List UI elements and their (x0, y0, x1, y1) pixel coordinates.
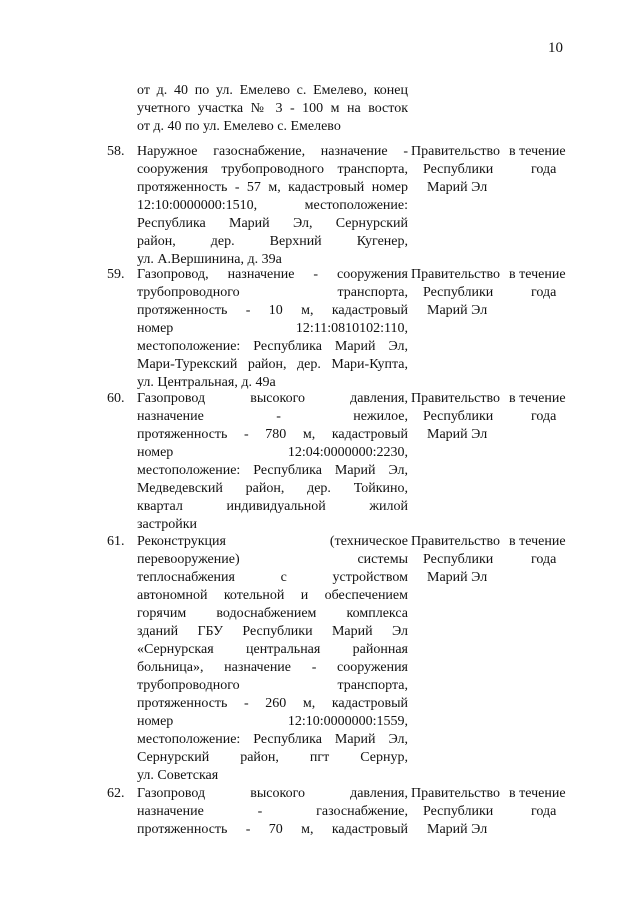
term-line: в течение (509, 391, 566, 406)
object-line: Газопровод, назначение - сооружения (137, 267, 408, 282)
object-line: Газопровод высокого давления, (137, 786, 408, 801)
object-line: перевооружение) системы (137, 552, 408, 567)
term-line: в течение (509, 534, 566, 549)
row-number: 61. (107, 534, 125, 549)
row-number: 58. (107, 144, 125, 159)
page-number: 10 (548, 40, 563, 56)
object-line: протяженность - 70 м, кадастровый (137, 822, 408, 837)
responsible-cell (411, 266, 511, 320)
object-description (137, 533, 408, 785)
object-line: «Сернурская центральная районная (137, 642, 408, 657)
object-line: район, дер. Верхний Кугенер, (137, 234, 408, 249)
responsible-line: Правительство (411, 144, 500, 159)
object-line: местоположение: Республика Марий Эл, (137, 339, 408, 354)
term-cell (509, 390, 575, 426)
row-number: 62. (107, 786, 125, 801)
term-line: в течение (509, 144, 566, 159)
responsible-line: Республики (423, 804, 494, 819)
responsible-line: Правительство (411, 786, 500, 801)
object-line: протяженность - 780 м, кадастровый (137, 427, 408, 442)
responsible-line: Марий Эл (427, 427, 488, 442)
row-number: 59. (107, 267, 125, 282)
responsible-line: Марий Эл (427, 570, 488, 585)
term-line: года (531, 285, 557, 300)
term-line: в течение (509, 267, 566, 282)
object-line: Мари-Турекский район, дер. Мари-Купта, (137, 357, 408, 372)
continuation-text (137, 82, 408, 136)
object-line: трубопроводного транспорта, (137, 678, 408, 693)
object-line: Сернурский район, пгт Сернур, (137, 750, 408, 765)
object-line: протяженность - 57 м, кадастровый номер (137, 180, 408, 195)
term-cell (509, 266, 575, 302)
object-line: протяженность - 10 м, кадастровый (137, 303, 408, 318)
responsible-cell (411, 785, 511, 839)
term-line: года (531, 409, 557, 424)
responsible-line: Республики (423, 162, 494, 177)
continuation-line: от д. 40 по ул. Емелево с. Емелево (137, 119, 341, 134)
responsible-line: Правительство (411, 391, 500, 406)
continuation-line: учетного участка № 3 - 100 м на восток (137, 101, 408, 116)
responsible-line: Республики (423, 552, 494, 567)
term-line: года (531, 804, 557, 819)
object-description (137, 266, 408, 392)
responsible-line: Марий Эл (427, 822, 488, 837)
object-line: трубопроводного транспорта, (137, 285, 408, 300)
responsible-cell (411, 390, 511, 444)
responsible-line: Республики (423, 409, 494, 424)
object-line: Наружное газоснабжение, назначение - (137, 144, 408, 159)
object-line: местоположение: Республика Марий Эл, (137, 732, 408, 747)
object-line: ул. Центральная, д. 49а (137, 375, 276, 390)
object-line: горячим водоснабжением комплекса (137, 606, 408, 621)
object-line: больница», назначение - сооружения (137, 660, 408, 675)
object-line: ул. А.Вершинина, д. 39а (137, 252, 282, 267)
responsible-line: Правительство (411, 267, 500, 282)
object-line: Медведевский район, дер. Тойкино, (137, 481, 408, 496)
responsible-cell (411, 143, 511, 197)
responsible-cell (411, 533, 511, 587)
continuation-line: от д. 40 по ул. Емелево с. Емелево, конец (137, 83, 408, 98)
object-line: 12:10:0000000:1510, местоположение: (137, 198, 408, 213)
object-line: теплоснабжения с устройством (137, 570, 408, 585)
object-line: протяженность - 260 м, кадастровый (137, 696, 408, 711)
term-line: года (531, 162, 557, 177)
object-description (137, 390, 408, 534)
object-line: застройки (137, 517, 198, 532)
object-line: зданий ГБУ Республики Марий Эл (137, 624, 408, 639)
object-line: назначение - газоснабжение, (137, 804, 408, 819)
term-cell (509, 143, 575, 179)
responsible-line: Марий Эл (427, 303, 488, 318)
object-line: номер 12:10:0000000:1559, (137, 714, 408, 729)
object-line: Газопровод высокого давления, (137, 391, 408, 406)
object-line: сооружения трубопроводного транспорта, (137, 162, 408, 177)
row-number: 60. (107, 391, 125, 406)
responsible-line: Правительство (411, 534, 500, 549)
object-line: автономной котельной и обеспечением (137, 588, 408, 603)
term-line: в течение (509, 786, 566, 801)
responsible-line: Республики (423, 285, 494, 300)
responsible-line: Марий Эл (427, 180, 488, 195)
object-line: местоположение: Республика Марий Эл, (137, 463, 408, 478)
term-cell (509, 785, 575, 821)
term-cell (509, 533, 575, 569)
object-line: назначение - нежилое, (137, 409, 408, 424)
object-line: номер 12:11:0810102:110, (137, 321, 408, 336)
object-line: Республика Марий Эл, Сернурский (137, 216, 408, 231)
object-line: ул. Советская (137, 768, 219, 783)
object-description (137, 785, 408, 839)
object-line: квартал индивидуальной жилой (137, 499, 408, 514)
object-line: номер 12:04:0000000:2230, (137, 445, 408, 460)
term-line: года (531, 552, 557, 567)
object-description (137, 143, 408, 269)
object-line: Реконструкция (техническое (137, 534, 408, 549)
